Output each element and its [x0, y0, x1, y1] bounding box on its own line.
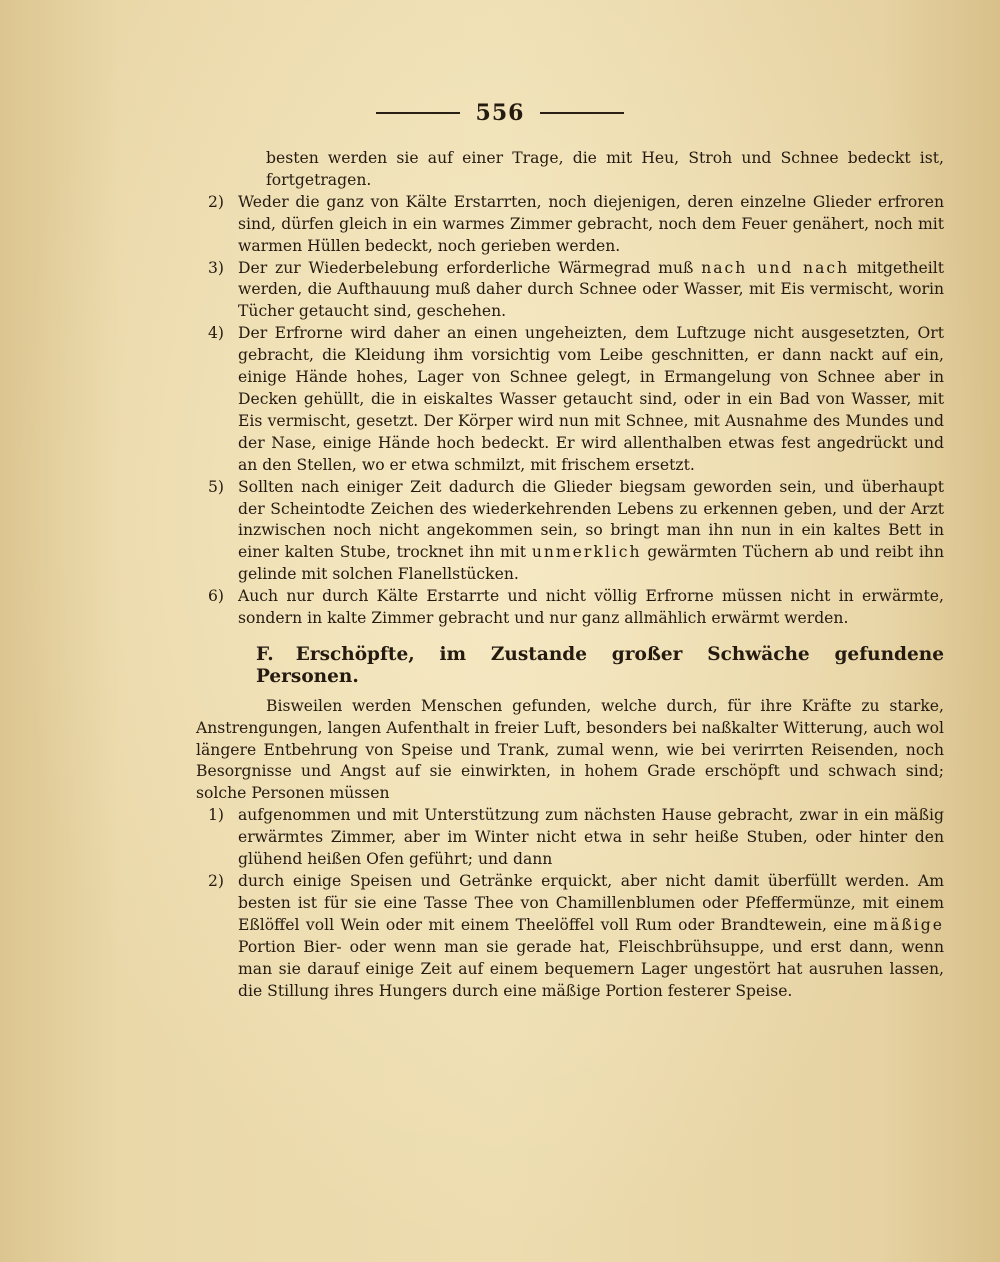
list-item — [196, 586, 944, 630]
item-text: Auch nur durch Kälte Erstarrte und nicht völlig Erfrorne müssen nicht in erwärmte, sondern in kalte Zimmer gebracht und nur ganz allmählich erwärmt werden. — [238, 587, 944, 628]
list-item — [196, 477, 944, 587]
item-text: Der Erfrorne wird daher an einen ungeheizten, dem Luftzuge nicht ausgesetzten, Ort gebracht, die Kleidung ihm vorsichtig vom Leibe geschnitten, er dann nackt auf ein, einige Hände hohes, Lager von Schnee gelegt, in Ermangelung von Schnee aber in Decken gehüllt, die in eiskaltes Wasser getaucht sind, oder in ein Bad von Wasser, mit Eis vermischt, gesetzt. Der Körper wird nun mit Schnee, mit Ausnahme des Mundes und der Nase, einige Hände hoch bedeckt. Er wird allenthalben etwas fest angedrückt und an den Stellen, wo er etwa schmilzt, mit frischem ersetzt. — [238, 324, 944, 474]
item-number: 3) — [207, 258, 224, 277]
list-item — [196, 258, 944, 324]
item-text-post: Portion Bier- oder wenn man sie gerade hat, Fleischbrühsuppe, und erst dann, wenn man sie darauf einige Zeit auf einem bequemern Lager ungestört hat ausruhen lassen, die Stillung ihres Hungers durch eine mäßige Portion festerer Speise. — [238, 937, 944, 1000]
item-text: aufgenommen und mit Unterstützung zum nächsten Hause gebracht, zwar in ein mäßig erwärmtes Zimmer, aber im Winter nicht etwa in sehr heiße Stuben, oder hinter den glühend heißen Ofen geführt; und dann — [238, 806, 944, 869]
item-number: 2) — [207, 872, 224, 890]
section-title: Erschöpfte, im Zustande großer Schwäche gefundene Personen. — [256, 643, 944, 687]
page-text — [196, 148, 944, 1002]
section-letter: F. — [256, 643, 274, 665]
page-header — [0, 100, 1000, 126]
intro-paragraph: Bisweilen werden Menschen gefunden, welche durch, für ihre Kräfte zu starke, Anstrengungen, langen Aufenthalt in freier Luft, besonders bei naßkalter Witterung, auch wol längere Entbehrung von Speise und Trank, zumal wenn, wie bei verirrten Reisenden, noch Besorgnisse und Angst auf sie einwirkten, in hohem Grade erschöpft und schwach sind; solche Personen müssen — [196, 696, 944, 803]
emphasized-text: unmerklich — [531, 543, 642, 562]
continuation-paragraph: besten werden sie auf einer Trage, die mit Heu, Stroh und Schnee bedeckt ist, fortgetragen. — [266, 149, 944, 189]
item-text — [238, 258, 944, 324]
item-text-pre: Der zur Wiederbelebung erforderliche Wärmegrad muß — [238, 258, 702, 277]
item-text-post: gewärmten Tüchern ab und reibt ihn gelinde mit solchen Flanellstücken. — [238, 543, 944, 584]
item-number: 1) — [207, 806, 224, 825]
section-heading — [196, 644, 944, 688]
item-number: 4) — [207, 324, 224, 343]
list-item — [196, 871, 944, 1002]
item-text-post: mitgetheilt werden, die Aufthauung muß daher durch Schnee oder Wasser, mit Eis vermischt, worin Tücher getaucht sind, geschehen. — [238, 258, 944, 321]
item-text-pre: Sollten nach einiger Zeit dadurch die Glieder biegsam geworden sein, und überhaupt der Scheintodte Zeichen des wiederkehrenden Lebens zu erkennen geben, und der Arzt inzwischen noch nicht angekommen sein, so bringt man ihn nun in ein kaltes Bett in einer kalten Stube, trocknet ihn mit — [238, 477, 944, 562]
emphasized-text: mäßige — [873, 915, 944, 934]
item-text: Weder die ganz von Kälte Erstarrten, noch diejenigen, deren einzelne Glieder erfroren sind, dürfen gleich in ein warmes Zimmer gebracht, noch dem Feuer genähert, noch mit warmen Hüllen bedeckt, noch gerieben werden. — [238, 192, 944, 255]
item-text — [238, 871, 944, 1002]
page-number: 556 — [475, 100, 525, 126]
list-item — [196, 805, 944, 871]
item-text-pre: durch einige Speisen und Getränke erquickt, aber nicht damit überfüllt werden. Am besten ist für sie eine Tasse Thee von Chamillenblumen oder Pfeffermünze, mit einem Eßlöffel voll Wein oder mit einem Theelöffel voll Rum oder Brandtewein, eine — [238, 872, 944, 934]
list-item — [196, 192, 944, 258]
header-rule-left — [376, 112, 460, 114]
header-rule-right — [540, 112, 624, 114]
item-text — [238, 477, 944, 587]
list-item — [196, 323, 944, 476]
emphasized-text: nach und nach — [701, 258, 850, 277]
item-number: 6) — [207, 587, 224, 606]
item-number: 2) — [207, 192, 224, 211]
item-number: 5) — [207, 477, 224, 496]
